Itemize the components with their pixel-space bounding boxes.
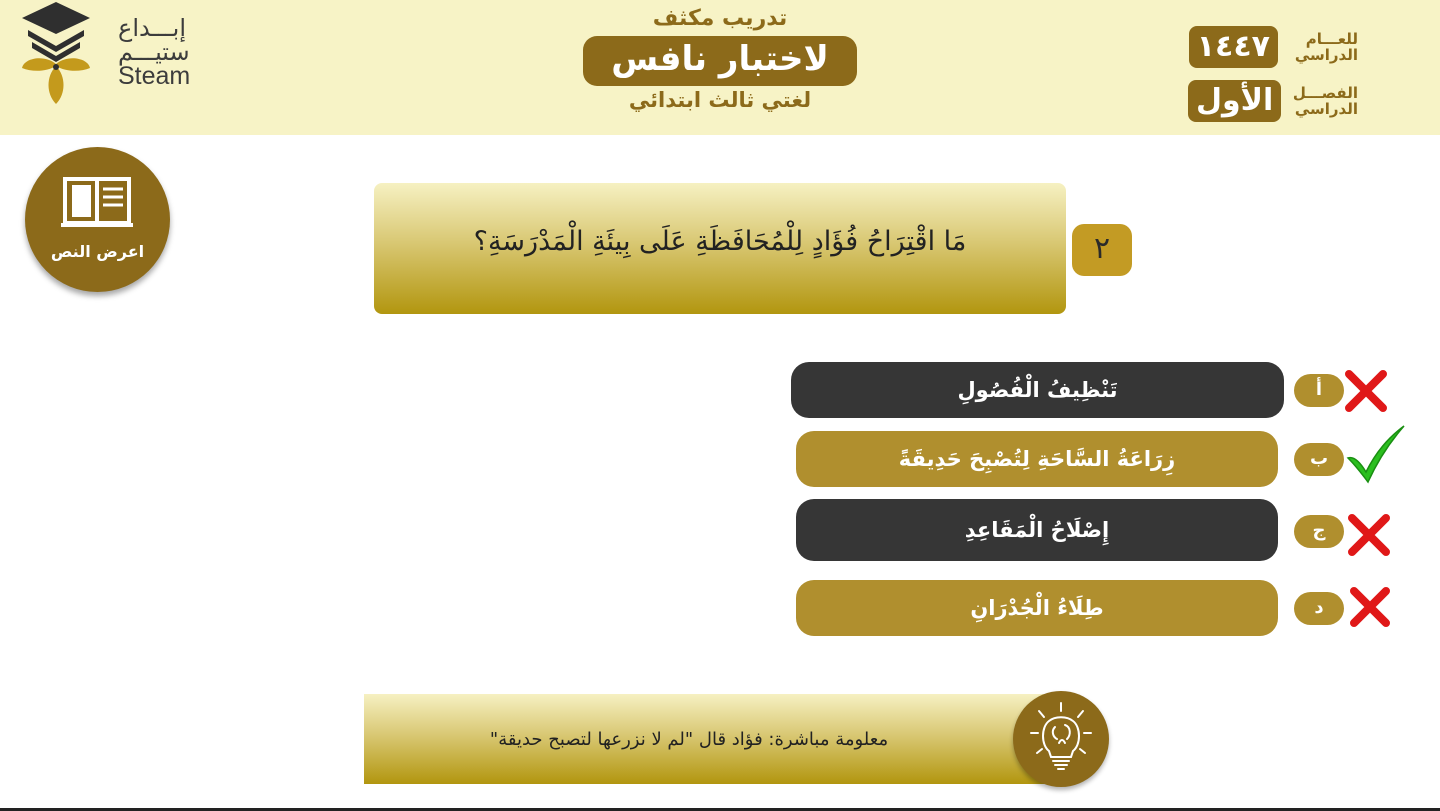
red-x-icon (1343, 368, 1389, 414)
green-check-icon (1344, 424, 1406, 484)
question-text: مَا اقْتِرَاحُ فُؤَادٍ لِلْمُحَافَظَةِ عَلَى بِيئَةِ الْمَدْرَسَةِ؟ (473, 226, 967, 257)
term-value: الأول (1188, 80, 1281, 122)
term-label: الفصـــل الدراسي (1292, 83, 1358, 118)
question-box (374, 183, 1066, 314)
option-c-text: إِصْلَاحُ الْمَقَاعِدِ (964, 518, 1110, 542)
option-a-text: تَنْظِيفُ الْفُصُولِ (957, 378, 1118, 402)
lightbulb-brain-icon (1013, 691, 1109, 787)
logo-line-3: Steam (118, 62, 191, 90)
page-title (560, 6, 880, 112)
option-a-letter[interactable]: أ (1294, 374, 1344, 407)
option-c-letter[interactable]: ج (1294, 515, 1344, 548)
hint-text: معلومة مباشرة: فؤاد قال "لم لا نزرعها لتصبح حديقة" (489, 728, 889, 750)
option-d-text: طِلَاءُ الْجُدْرَانِ (970, 596, 1104, 620)
title-bottom: لغتي ثالث ابتدائي (628, 88, 812, 112)
option-b-letter[interactable]: ب (1294, 443, 1344, 476)
red-x-icon (1346, 512, 1392, 558)
title-main: لاختبار نافس (583, 36, 857, 86)
show-text-button[interactable] (25, 147, 170, 292)
steam-logo (14, 2, 214, 108)
year-row (1188, 26, 1358, 68)
title-top: تدريب مكثف (652, 6, 788, 31)
logo-line-1: إبـــداع (118, 14, 187, 42)
logo-line-2: ستيـــم (118, 38, 190, 66)
hint-banner (364, 694, 1054, 784)
option-b[interactable] (796, 431, 1278, 487)
option-d[interactable] (796, 580, 1278, 636)
option-d-letter[interactable]: د (1294, 592, 1344, 625)
year-value: ١٤٤٧ (1189, 26, 1278, 68)
header-banner (0, 0, 1440, 135)
option-a[interactable] (791, 362, 1284, 418)
option-b-text: زِرَاعَةُ السَّاحَةِ لِتُصْبِحَ حَدِيقَةً (898, 447, 1176, 471)
option-c[interactable] (796, 499, 1278, 561)
term-row (1188, 80, 1358, 122)
open-book-icon (61, 177, 133, 233)
red-x-icon (1348, 586, 1392, 628)
academic-info (1188, 26, 1358, 122)
graduation-flower-logo-icon (14, 2, 110, 108)
year-label: للعـــام الدراسي (1294, 29, 1358, 64)
hint-button[interactable] (1013, 691, 1109, 787)
question-number: ٢ (1072, 224, 1132, 276)
show-text-label: اعرض النص (50, 242, 145, 261)
